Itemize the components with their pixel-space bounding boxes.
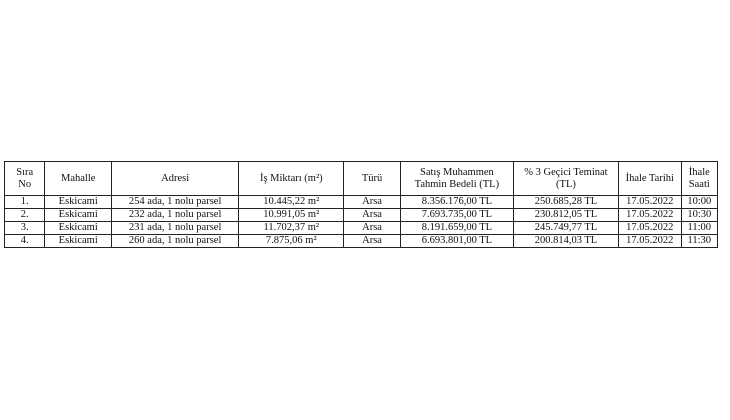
cell-turu: Arsa — [344, 235, 401, 248]
header-sira-no: Sıra No — [5, 162, 45, 196]
cell-adresi: 254 ada, 1 nolu parsel — [112, 196, 239, 209]
cell-ihale-saati: 11:00 — [681, 222, 717, 235]
header-is-miktari: İş Miktarı (m²) — [239, 162, 344, 196]
cell-mahalle: Eskicami — [45, 222, 112, 235]
cell-mahalle: Eskicami — [45, 196, 112, 209]
cell-ihale-tarihi: 17.05.2022 — [618, 235, 681, 248]
table-header-row — [5, 162, 718, 196]
header-adresi: Adresi — [112, 162, 239, 196]
header-turu: Türü — [344, 162, 401, 196]
cell-turu: Arsa — [344, 222, 401, 235]
cell-ihale-tarihi: 17.05.2022 — [618, 196, 681, 209]
cell-sira-no: 3. — [5, 222, 45, 235]
cell-adresi: 231 ada, 1 nolu parsel — [112, 222, 239, 235]
cell-is-miktari: 7.875,06 m² — [239, 235, 344, 248]
cell-mahalle: Eskicami — [45, 209, 112, 222]
cell-gecici-teminat: 230.812,05 TL — [513, 209, 618, 222]
cell-adresi: 232 ada, 1 nolu parsel — [112, 209, 239, 222]
cell-turu: Arsa — [344, 209, 401, 222]
cell-gecici-teminat: 200.814,03 TL — [513, 235, 618, 248]
cell-ihale-saati: 10:30 — [681, 209, 717, 222]
cell-ihale-saati: 11:30 — [681, 235, 717, 248]
cell-ihale-saati: 10:00 — [681, 196, 717, 209]
cell-mahalle: Eskicami — [45, 235, 112, 248]
cell-turu: Arsa — [344, 196, 401, 209]
header-gecici-teminat: % 3 Geçici Teminat (TL) — [513, 162, 618, 196]
cell-satis-bedeli: 7.693.735,00 TL — [400, 209, 513, 222]
cell-satis-bedeli: 8.356.176,00 TL — [400, 196, 513, 209]
table-row — [5, 235, 718, 248]
cell-sira-no: 2. — [5, 209, 45, 222]
cell-satis-bedeli: 6.693.801,00 TL — [400, 235, 513, 248]
cell-sira-no: 4. — [5, 235, 45, 248]
cell-is-miktari: 10.445,22 m² — [239, 196, 344, 209]
cell-gecici-teminat: 250.685,28 TL — [513, 196, 618, 209]
cell-sira-no: 1. — [5, 196, 45, 209]
cell-ihale-tarihi: 17.05.2022 — [618, 222, 681, 235]
header-ihale-saati: İhale Saati — [681, 162, 717, 196]
cell-satis-bedeli: 8.191.659,00 TL — [400, 222, 513, 235]
cell-is-miktari: 10.991,05 m² — [239, 209, 344, 222]
auction-table-container — [4, 161, 718, 248]
table-row — [5, 209, 718, 222]
auction-table — [4, 161, 718, 248]
header-satis-bedeli: Satış Muhammen Tahmin Bedeli (TL) — [400, 162, 513, 196]
header-ihale-tarihi: İhale Tarihi — [618, 162, 681, 196]
table-row — [5, 222, 718, 235]
cell-is-miktari: 11.702,37 m² — [239, 222, 344, 235]
table-row — [5, 196, 718, 209]
cell-adresi: 260 ada, 1 nolu parsel — [112, 235, 239, 248]
cell-ihale-tarihi: 17.05.2022 — [618, 209, 681, 222]
header-mahalle: Mahalle — [45, 162, 112, 196]
cell-gecici-teminat: 245.749,77 TL — [513, 222, 618, 235]
